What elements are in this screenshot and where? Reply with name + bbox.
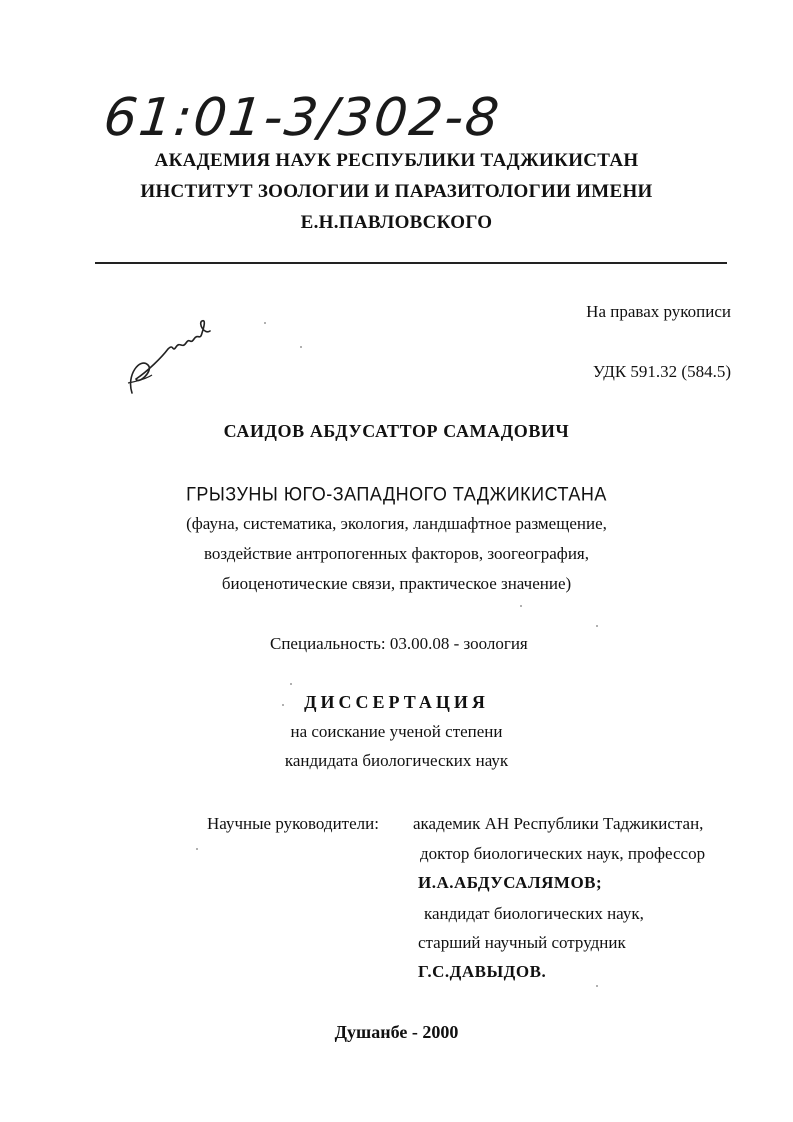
city-year: Душанбе - 2000 (334, 1022, 459, 1042)
scan-speck (290, 683, 292, 685)
subtitle-line-2: воздействие антропогенных факторов, зоогеография, (204, 544, 589, 563)
scan-speck (196, 848, 198, 850)
supervisor-2-name: Г.С.ДАВЫДОВ. (418, 962, 547, 981)
subtitle-line-3: биоценотические связи, практическое значение) (221, 574, 572, 593)
scan-speck (264, 322, 266, 324)
scan-speck (300, 346, 302, 348)
dissertation-title: ГРЫЗУНЫ ЮГО-ЗАПАДНОГО ТАДЖИКИСТАНА (186, 483, 607, 505)
scan-speck (282, 704, 284, 706)
supervisor-2-degree: кандидат биологических наук, (424, 904, 644, 923)
scan-speck (596, 625, 598, 627)
supervisor-1-degree: доктор биологических наук, профессор (420, 844, 706, 863)
subtitle-line-1: (фауна, систематика, экология, ландшафтное размещение, (186, 514, 607, 533)
scan-speck (520, 605, 522, 607)
degree-line-2: кандидата биологических наук (284, 751, 509, 770)
supervisors-label: Научные руководители: (207, 814, 379, 833)
udk-code: УДК 591.32 (584.5) (592, 362, 731, 381)
degree-line-1: на соискание ученой степени (290, 722, 503, 741)
header-divider (95, 262, 727, 264)
scan-speck (596, 985, 598, 987)
rights-note: На правах рукописи (586, 302, 731, 321)
specialty: Специальность: 03.00.08 - зоология (270, 634, 528, 653)
supervisor-2-position: старший научный сотрудник (418, 933, 626, 952)
author-name: САИДОВ АБДУСАТТОР САМАДОВИЧ (223, 421, 570, 441)
handwritten-signature-icon (118, 305, 218, 400)
supervisor-1-name: И.А.АБДУСАЛЯМОВ; (418, 873, 603, 892)
dissertation-label: ДИССЕРТАЦИЯ (304, 692, 489, 712)
org-line-2: ИНСТИТУТ ЗООЛОГИИ И ПАРАЗИТОЛОГИИ ИМЕНИ (140, 181, 653, 202)
org-line-1: АКАДЕМИЯ НАУК РЕСПУБЛИКИ ТАДЖИКИСТАН (154, 150, 639, 171)
archive-number: 61:01-3/302-8 (100, 88, 504, 148)
supervisor-1-title: академик АН Республики Таджикистан, (413, 814, 704, 833)
org-line-3: Е.Н.ПАВЛОВСКОГО (300, 212, 493, 233)
